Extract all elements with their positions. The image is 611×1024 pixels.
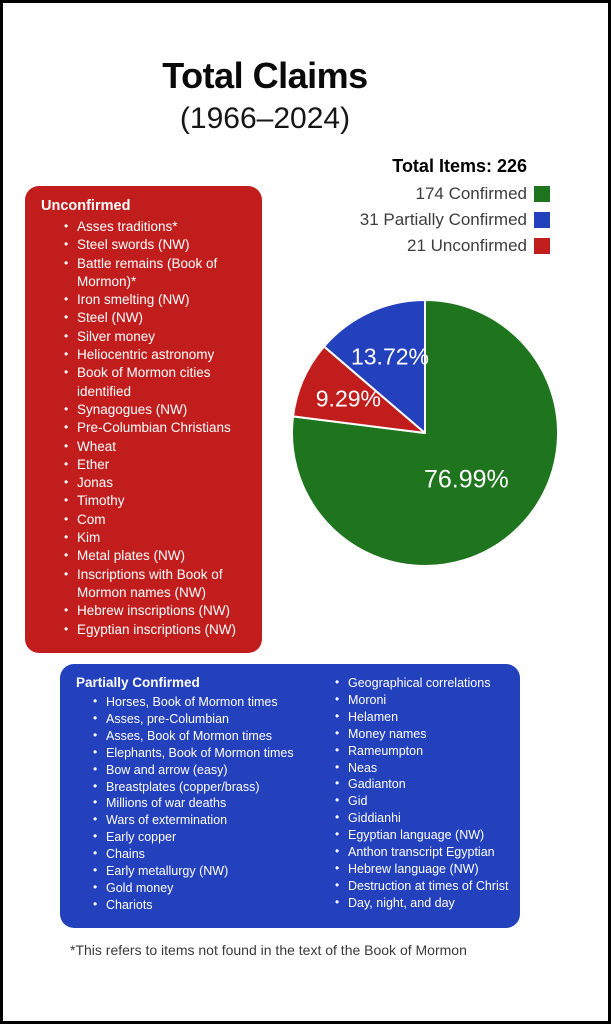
list-item: • Early copper [106,829,318,846]
partially-confirmed-list-left [76,694,318,914]
list-item: • Giddianhi [348,810,510,827]
list-item: • Wars of extermination [106,812,318,829]
list-item: • Egyptian language (NW) [348,827,510,844]
title-block [3,55,527,136]
list-item: • Battle remains (Book of Mormon)* [77,255,250,292]
legend [360,156,550,262]
page-subtitle: (1966–2024) [179,102,351,135]
pie-percentage-label: 76.99% [423,465,509,494]
list-item: • Asses traditions* [77,218,250,236]
list-item: • Wheat [77,438,250,456]
list-item: • Hebrew inscriptions (NW) [77,602,250,620]
unconfirmed-list [41,218,250,639]
list-item: • Hebrew language (NW) [348,861,510,878]
list-item: • Iron smelting (NW) [77,291,250,309]
list-item: • Early metallurgy (NW) [106,863,318,880]
pie-chart [290,298,560,568]
partially-confirmed-right-column [318,674,510,914]
legend-label-partially-confirmed: 31 Partially Confirmed [359,210,527,229]
list-item: • Asses, pre-Columbian [106,711,318,728]
list-item: • Steel (NW) [77,309,250,327]
pie-percentage-label: 9.29% [315,385,381,412]
page-title: Total Claims [162,55,368,96]
list-item: • Day, night, and day [348,895,510,912]
list-item: • Pre-Columbian Christians [77,419,250,437]
list-item: • Asses, Book of Mormon times [106,728,318,745]
list-item: • Rameumpton [348,743,510,760]
list-item: • Horses, Book of Mormon times [106,694,318,711]
list-item: • Millions of war deaths [106,795,318,812]
list-item: • Timothy [77,492,250,510]
legend-row-confirmed [360,184,550,204]
legend-label-unconfirmed: 21 Unconfirmed [406,236,527,255]
list-item: • Geographical correlations [348,675,510,692]
unconfirmed-box [25,186,262,653]
list-item: • Chains [106,846,318,863]
list-item: • Money names [348,726,510,743]
list-item: • Heliocentric astronomy [77,346,250,364]
list-item: • Gold money [106,880,318,897]
unconfirmed-box-title: Unconfirmed [41,198,131,214]
confirmed-color-swatch [534,186,550,202]
list-item: • Silver money [77,328,250,346]
partially-confirmed-box [60,664,520,928]
footnote: *This refers to items not found in the text of the Book of Mormon [70,942,467,958]
partially-confirmed-color-swatch [534,212,550,228]
legend-row-unconfirmed [360,236,550,256]
partially-confirmed-box-title: Partially Confirmed [76,675,200,690]
list-item: • Moroni [348,692,510,709]
list-item: • Gid [348,793,510,810]
list-item: • Helamen [348,709,510,726]
list-item: • Ether [77,456,250,474]
partially-confirmed-left-column [76,674,318,914]
pie-percentage-label: 13.72% [350,343,429,370]
list-item: • Egyptian inscriptions (NW) [77,621,250,639]
legend-label-confirmed: 174 Confirmed [415,184,527,203]
list-item: • Steel swords (NW) [77,236,250,254]
list-item: • Anthon transcript Egyptian [348,844,510,861]
legend-row-partially-confirmed [360,210,550,230]
list-item: • Neas [348,760,510,777]
list-item: • Metal plates (NW) [77,547,250,565]
partially-confirmed-list-right [318,675,510,912]
list-item: • Book of Mormon cities identified [77,364,250,401]
list-item: • Synagogues (NW) [77,401,250,419]
pie-chart-svg [290,298,560,568]
legend-total: Total Items: 226 [392,156,527,176]
list-item: • Jonas [77,474,250,492]
list-item: • Breastplates (copper/brass) [106,779,318,796]
list-item: • Inscriptions with Book of Mormon names (NW) [77,566,250,603]
list-item: • Chariots [106,897,318,914]
unconfirmed-color-swatch [534,238,550,254]
list-item: • Com [77,511,250,529]
list-item: • Destruction at times of Christ [348,878,510,895]
list-item: • Kim [77,529,250,547]
list-item: • Elephants, Book of Mormon times [106,745,318,762]
list-item: • Bow and arrow (easy) [106,762,318,779]
list-item: • Gadianton [348,776,510,793]
